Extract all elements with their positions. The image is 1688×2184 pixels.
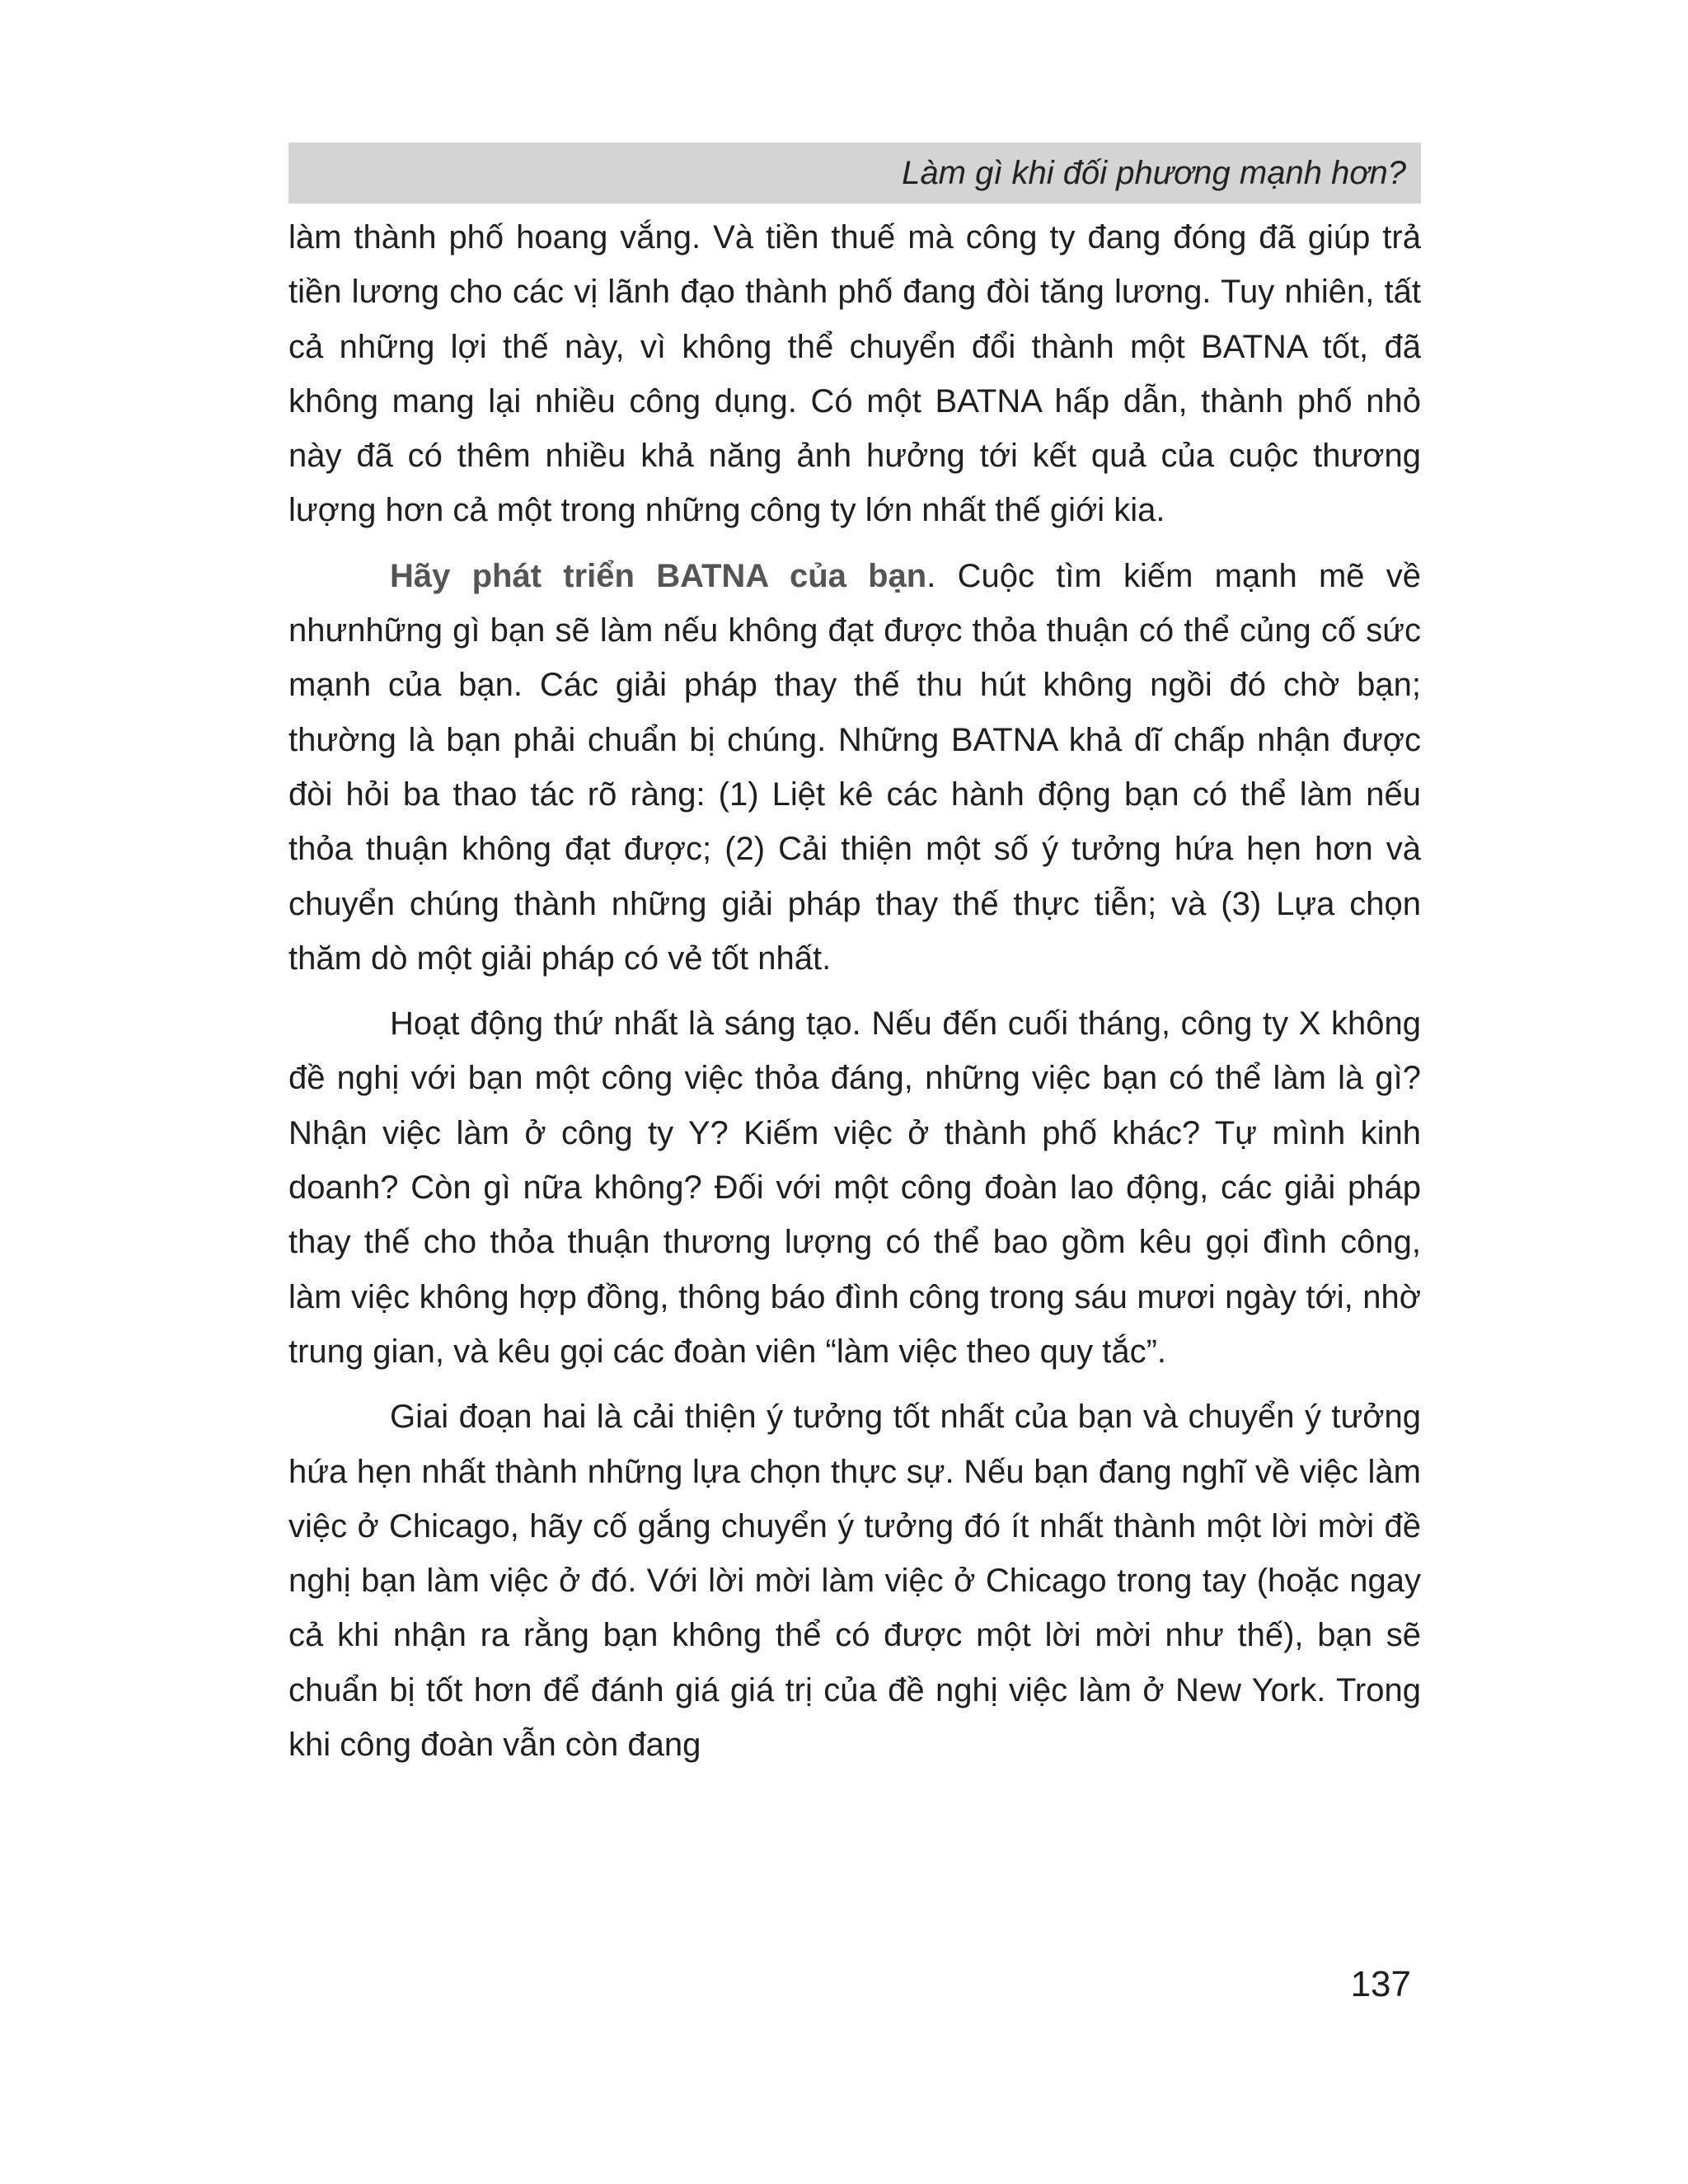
paragraph-text: Hoạt động thứ nhất là sáng tạo. Nếu đến cuối tháng, công ty X không đề nghị với bạn một công việc thỏa đáng, những việc bạn có thể làm là gì? Nhận việc làm ở công ty Y? Kiếm việc ở thành phố khác? Tự mình kinh doanh? Còn gì nữa không? Đối với một công đoàn lao động, các giải pháp thay thế cho thỏa thuận thương lượng có thể bao gồm kêu gọi đình công, làm việc không hợp đồng, thông báo đình công trong sáu mươi ngày tới, nhờ trung gian, và kêu gọi các đoàn viên “làm việc theo quy tắc”. (288, 1005, 1421, 1370)
paragraph-text: làm thành phố hoang vắng. Và tiền thuế mà công ty đang đóng đã giúp trả tiền lương cho các vị lãnh đạo thành phố đang đòi tăng lương. Tuy nhiên, tất cả những lợi thế này, vì không thể chuyển đổi thành một BATNA tốt, đã không mang lại nhiều công dụng. Có một BATNA hấp dẫn, thành phố nhỏ này đã có thêm nhiều khả năng ảnh hưởng tới kết quả của cuộc thương lượng hơn cả một trong những công ty lớn nhất thế giới kia. (288, 219, 1421, 529)
body-text (288, 210, 1421, 1772)
paragraph-lead-heading: Hãy phát triển BATNA của bạn (390, 557, 927, 594)
paragraph-develop-batna (288, 549, 1421, 986)
running-header-title: Làm gì khi đối phương mạnh hơn? (902, 155, 1406, 191)
paragraph-continuation (288, 210, 1421, 538)
paragraph-text: Giai đoạn hai là cải thiện ý tưởng tốt nhất của bạn và chuyển ý tưởng hứa hẹn nhất thành những lựa chọn thực sự. Nếu bạn đang nghĩ về việc làm việc ở Chicago, hãy cố gắng chuyển ý tưởng đó ít nhất thành một lời mời đề nghị bạn làm việc ở đó. Với lời mời làm việc ở Chicago trong tay (hoặc ngay cả khi nhận ra rằng bạn không thể có được một lời mời như thế), bạn sẽ chuẩn bị tốt hơn để đánh giá giá trị của đề nghị việc làm ở New York. Trong khi công đoàn vẫn còn đang (288, 1399, 1421, 1764)
page-number: 137 (1350, 1964, 1411, 2004)
paragraph-first-activity (288, 996, 1421, 1379)
running-header (288, 143, 1421, 204)
paragraph-second-stage (288, 1390, 1421, 1772)
paragraph-text: . Cuộc tìm kiếm mạnh mẽ về nhưnhững gì bạn sẽ làm nếu không đạt được thỏa thuận có thể củng cố sức mạnh của bạn. Các giải pháp thay thế thu hút không ngồi đó chờ bạn; thường là bạn phải chuẩn bị chúng. Những BATNA khả dĩ chấp nhận được đòi hỏi ba thao tác rõ ràng: (1) Liệt kê các hành động bạn có thể làm nếu thỏa thuận không đạt được; (2) Cải thiện một số ý tưởng hứa hẹn hơn và chuyển chúng thành những giải pháp thay thế thực tiễn; và (3) Lựa chọn thăm dò một giải pháp có vẻ tốt nhất. (288, 557, 1422, 977)
